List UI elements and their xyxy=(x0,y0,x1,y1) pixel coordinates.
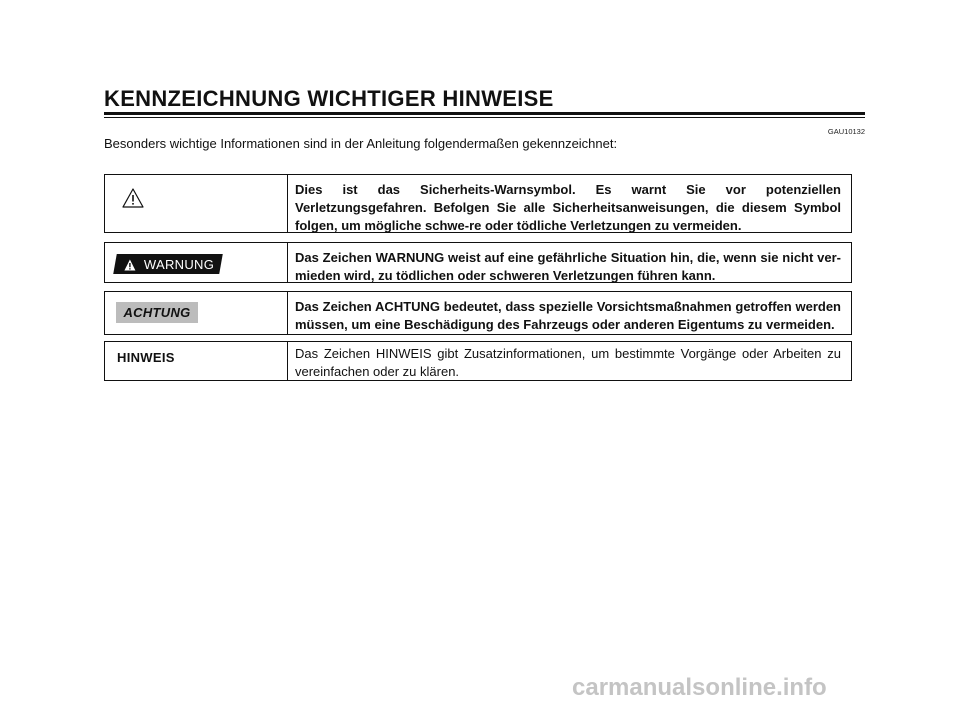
hinweis-label: HINWEIS xyxy=(117,350,175,365)
notice-text: Dies ist das Sicherheits-Warnsymbol. Es warnt Sie vor potenziellen Verletzungsgefahren. Befolgen Sie alle Sicherheitsanweisungen, die diesem Symbol folgen, um mögliche schwe-re oder tödliche Verletzungen zu vermeiden. xyxy=(287,175,851,232)
notice-text: Das Zeichen WARNUNG weist auf eine gefährliche Situation hin, die, wenn sie nicht ver-mieden wird, zu tödlichen oder schweren Verletzungen führen kann. xyxy=(287,243,851,282)
title-rule-thick xyxy=(104,112,865,115)
safety-alert-triangle-icon xyxy=(122,188,144,208)
notice-text: Das Zeichen ACHTUNG bedeutet, dass spezielle Vorsichtsmaßnahmen getroffen werden müssen, um eine Beschädigung des Fahrzeugs oder anderen Eigentums zu vermeiden. xyxy=(287,292,851,334)
achtung-label: ACHTUNG xyxy=(123,305,191,320)
notice-text: Das Zeichen HINWEIS gibt Zusatzinformationen, um bestimmte Vorgänge oder Arbeiten zu vereinfachen oder zu klären. xyxy=(287,342,851,380)
warning-exclamation-icon xyxy=(124,258,136,270)
notice-box-safety-symbol xyxy=(104,174,852,233)
title-rule-thin xyxy=(104,117,865,118)
symbol-cell xyxy=(105,292,287,334)
notice-box-achtung xyxy=(104,291,852,335)
page-title: KENNZEICHNUNG WICHTIGER HINWEISE xyxy=(104,86,554,111)
warnung-badge xyxy=(113,254,223,274)
symbol-cell xyxy=(105,243,287,282)
warnung-label: WARNUNG xyxy=(144,256,215,272)
watermark-text: carmanualsonline.info xyxy=(572,674,827,701)
symbol-cell xyxy=(105,175,287,232)
notice-box-warnung xyxy=(104,242,852,283)
symbol-cell xyxy=(105,342,287,380)
notice-box-hinweis xyxy=(104,341,852,381)
reference-code: GAU10132 xyxy=(827,127,865,136)
intro-text: Besonders wichtige Informationen sind in der Anleitung folgendermaßen gekennzeichnet: xyxy=(104,136,618,151)
achtung-badge xyxy=(116,302,198,323)
